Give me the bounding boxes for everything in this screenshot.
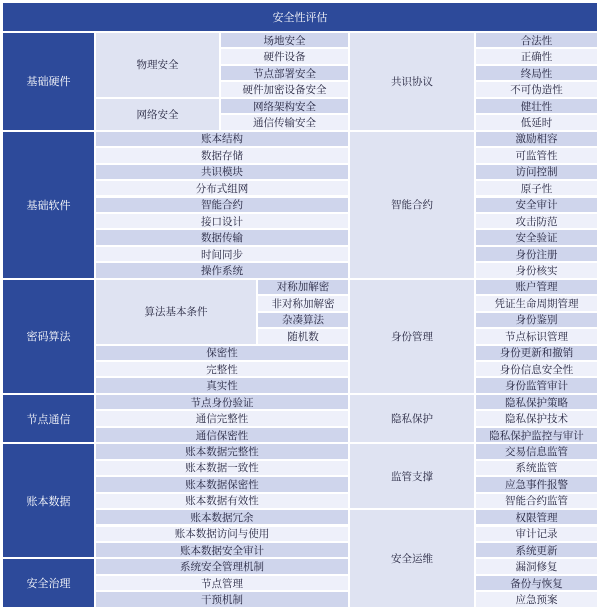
category-label: 安全治理 bbox=[2, 558, 95, 607]
item-cell: 终局性 bbox=[475, 65, 598, 81]
item-cell: 非对称加解密 bbox=[257, 295, 349, 311]
item-cell: 智能合约监管 bbox=[475, 493, 598, 509]
item-cell: 攻击防范 bbox=[475, 213, 598, 229]
item-cell: 干预机制 bbox=[95, 591, 349, 607]
item-cell: 合法性 bbox=[475, 32, 598, 48]
item-cell: 正确性 bbox=[475, 48, 598, 64]
item-cell: 系统更新 bbox=[475, 542, 598, 558]
item-cell: 权限管理 bbox=[475, 509, 598, 525]
item-cell: 数据传输 bbox=[95, 229, 349, 245]
item-cell: 健壮性 bbox=[475, 98, 598, 114]
item-cell: 激励相容 bbox=[475, 131, 598, 147]
item-cell: 账本数据访问与使用 bbox=[95, 526, 349, 542]
item-cell: 身份更新和撤销 bbox=[475, 345, 598, 361]
item-cell: 隐私保护技术 bbox=[475, 410, 598, 426]
item-cell: 真实性 bbox=[95, 377, 349, 393]
item-cell: 凭证生命周期管理 bbox=[475, 295, 598, 311]
item-cell: 共识模块 bbox=[95, 164, 349, 180]
item-cell: 账本结构 bbox=[95, 131, 349, 147]
group-label: 监管支撑 bbox=[349, 443, 475, 509]
item-cell: 身份监管审计 bbox=[475, 377, 598, 393]
table-title: 安全性评估 bbox=[2, 2, 598, 32]
item-cell: 智能合约 bbox=[95, 197, 349, 213]
item-cell: 安全验证 bbox=[475, 229, 598, 245]
category-label: 密码算法 bbox=[2, 279, 95, 394]
subcategory-label: 物理安全 bbox=[95, 32, 220, 98]
item-cell: 账本数据有效性 bbox=[95, 493, 349, 509]
item-cell: 备份与恢复 bbox=[475, 575, 598, 591]
item-cell: 漏洞修复 bbox=[475, 558, 598, 574]
item-cell: 对称加解密 bbox=[257, 279, 349, 295]
item-cell: 系统监管 bbox=[475, 460, 598, 476]
item-cell: 账本数据安全审计 bbox=[95, 542, 349, 558]
item-cell: 操作系统 bbox=[95, 262, 349, 278]
item-cell: 不可伪造性 bbox=[475, 81, 598, 97]
subcategory-label: 网络安全 bbox=[95, 98, 220, 131]
item-cell: 可监管性 bbox=[475, 147, 598, 163]
item-cell: 访问控制 bbox=[475, 164, 598, 180]
item-cell: 身份鉴别 bbox=[475, 312, 598, 328]
item-cell: 身份信息安全性 bbox=[475, 361, 598, 377]
item-cell: 账本数据保密性 bbox=[95, 476, 349, 492]
item-cell: 场地安全 bbox=[220, 32, 349, 48]
item-cell: 硬件设备 bbox=[220, 48, 349, 64]
item-cell: 完整性 bbox=[95, 361, 349, 377]
item-cell: 杂凑算法 bbox=[257, 312, 349, 328]
category-label: 基础硬件 bbox=[2, 32, 95, 131]
group-label: 隐私保护 bbox=[349, 394, 475, 443]
item-cell: 保密性 bbox=[95, 345, 349, 361]
category-label: 账本数据 bbox=[2, 443, 95, 558]
item-cell: 网络架构安全 bbox=[220, 98, 349, 114]
category-label: 节点通信 bbox=[2, 394, 95, 443]
subcategory-label: 算法基本条件 bbox=[95, 279, 257, 345]
item-cell: 账本数据一致性 bbox=[95, 460, 349, 476]
group-label: 共识协议 bbox=[349, 32, 475, 131]
group-label: 智能合约 bbox=[349, 131, 475, 279]
item-cell: 交易信息监管 bbox=[475, 443, 598, 459]
item-cell: 身份核实 bbox=[475, 262, 598, 278]
item-cell: 系统安全管理机制 bbox=[95, 558, 349, 574]
item-cell: 接口设计 bbox=[95, 213, 349, 229]
item-cell: 账本数据冗余 bbox=[95, 509, 349, 525]
item-cell: 分布式组网 bbox=[95, 180, 349, 196]
item-cell: 节点管理 bbox=[95, 575, 349, 591]
item-cell: 账户管理 bbox=[475, 279, 598, 295]
item-cell: 通信保密性 bbox=[95, 427, 349, 443]
item-cell: 随机数 bbox=[257, 328, 349, 344]
item-cell: 硬件加密设备安全 bbox=[220, 81, 349, 97]
item-cell: 身份注册 bbox=[475, 246, 598, 262]
security-assessment-table bbox=[2, 2, 598, 611]
item-cell: 应急事件报警 bbox=[475, 476, 598, 492]
item-cell: 时间同步 bbox=[95, 246, 349, 262]
item-cell: 隐私保护策略 bbox=[475, 394, 598, 410]
item-cell: 节点部署安全 bbox=[220, 65, 349, 81]
item-cell: 安全审计 bbox=[475, 197, 598, 213]
item-cell: 低延时 bbox=[475, 114, 598, 130]
item-cell: 节点身份验证 bbox=[95, 394, 349, 410]
item-cell: 审计记录 bbox=[475, 526, 598, 542]
item-cell: 原子性 bbox=[475, 180, 598, 196]
category-label: 基础软件 bbox=[2, 131, 95, 279]
item-cell: 账本数据完整性 bbox=[95, 443, 349, 459]
item-cell: 隐私保护监控与审计 bbox=[475, 427, 598, 443]
item-cell: 通信完整性 bbox=[95, 410, 349, 426]
item-cell: 通信传输安全 bbox=[220, 114, 349, 130]
item-cell: 节点标识管理 bbox=[475, 328, 598, 344]
item-cell: 应急预案 bbox=[475, 591, 598, 607]
group-label: 安全运维 bbox=[349, 509, 475, 608]
group-label: 身份管理 bbox=[349, 279, 475, 394]
item-cell: 数据存储 bbox=[95, 147, 349, 163]
